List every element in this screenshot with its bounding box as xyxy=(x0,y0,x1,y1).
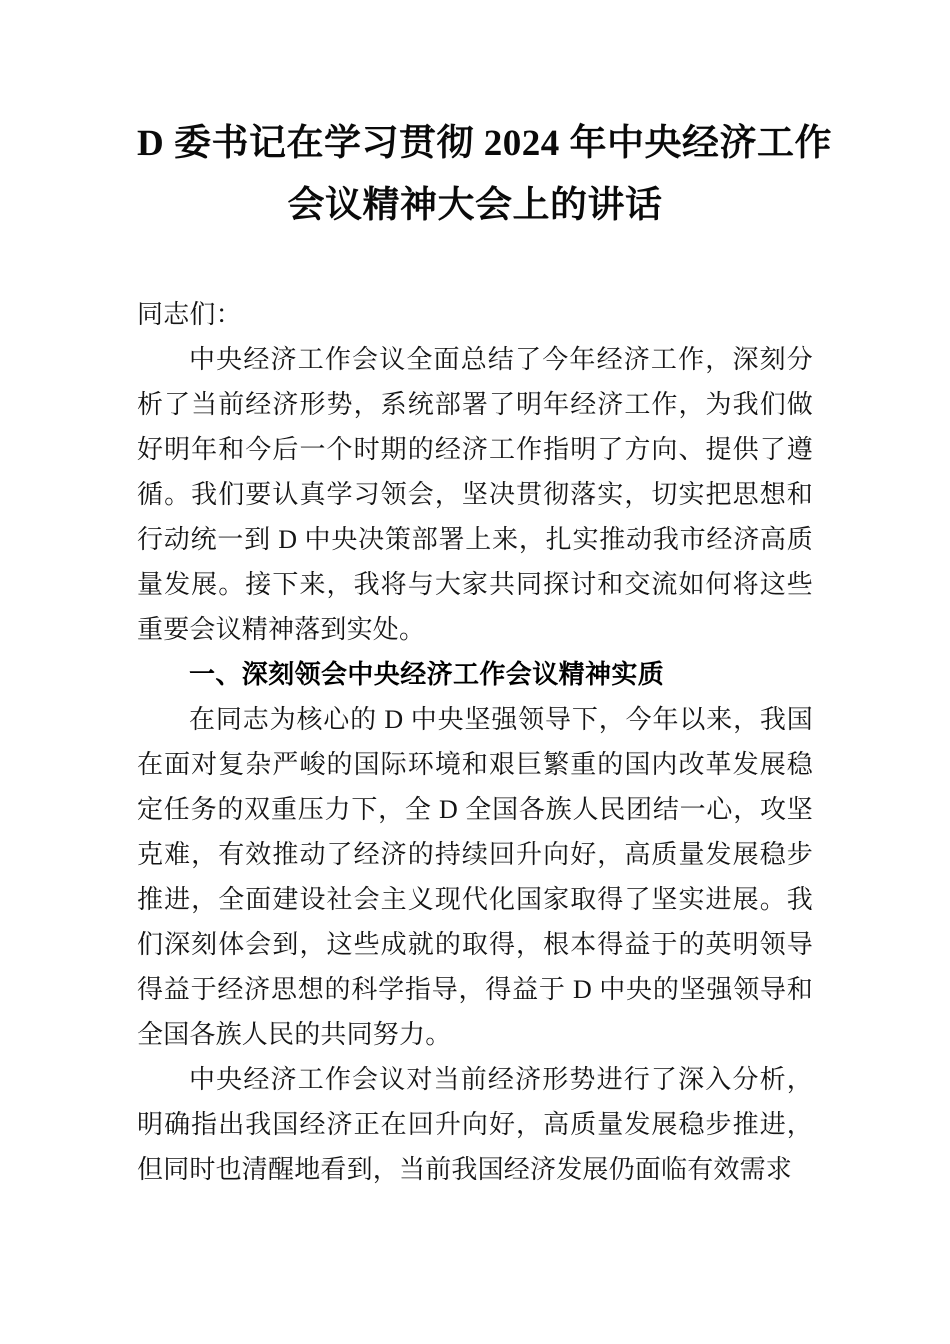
salutation: 同志们： xyxy=(137,300,242,329)
document-title-line-2: 会议精神大会上的讲话 xyxy=(287,185,663,226)
section-1-paragraph-2: 中央经济工作会议对当前经济形势进行了深入分析，明确指出我国经济正在回升向好，高质量发展稳步推进，但同时也清醒地看到，当前我国经济发展仍面临有效需求 xyxy=(137,1065,813,1184)
document-title-line-1: D 委书记在学习贯彻 2024 年中央经济工作 xyxy=(137,123,832,164)
section-heading-1: 一、深刻领会中央经济工作会议精神实质 xyxy=(189,659,665,689)
intro-paragraph: 中央经济工作会议全面总结了今年经济工作，深刻分析了当前经济形势，系统部署了明年经济工作，为我们做好明年和今后一个时期的经济工作指明了方向、提供了遵循。我们要认真学习领会，坚决贯彻落实，切实把思想和行动统一到 D 中央决策部署上来，扎实推动我市经济高质量发展。接下来，我将与大家共同探讨和交流如何将这些重要会议精神落到实处。 xyxy=(137,345,813,644)
document-title xyxy=(137,0,832,237)
document-content-column xyxy=(137,0,832,1192)
section-1-paragraph-1: 在同志为核心的 D 中央坚强领导下，今年以来，我国在面对复杂严峻的国际环境和艰巨繁重的国内改革发展稳定任务的双重压力下，全 D 全国各族人民团结一心，攻坚克难，有效推动了经济的持续回升向好，高质量发展稳步推进，全面建设社会主义现代化国家取得了坚实进展。我们深刻体会到，这些成就的取得，根本得益于的英明领导得益于经济思想的科学指导，得益于 D 中央的坚强领导和全国各族人民的共同努力。 xyxy=(137,705,813,1049)
